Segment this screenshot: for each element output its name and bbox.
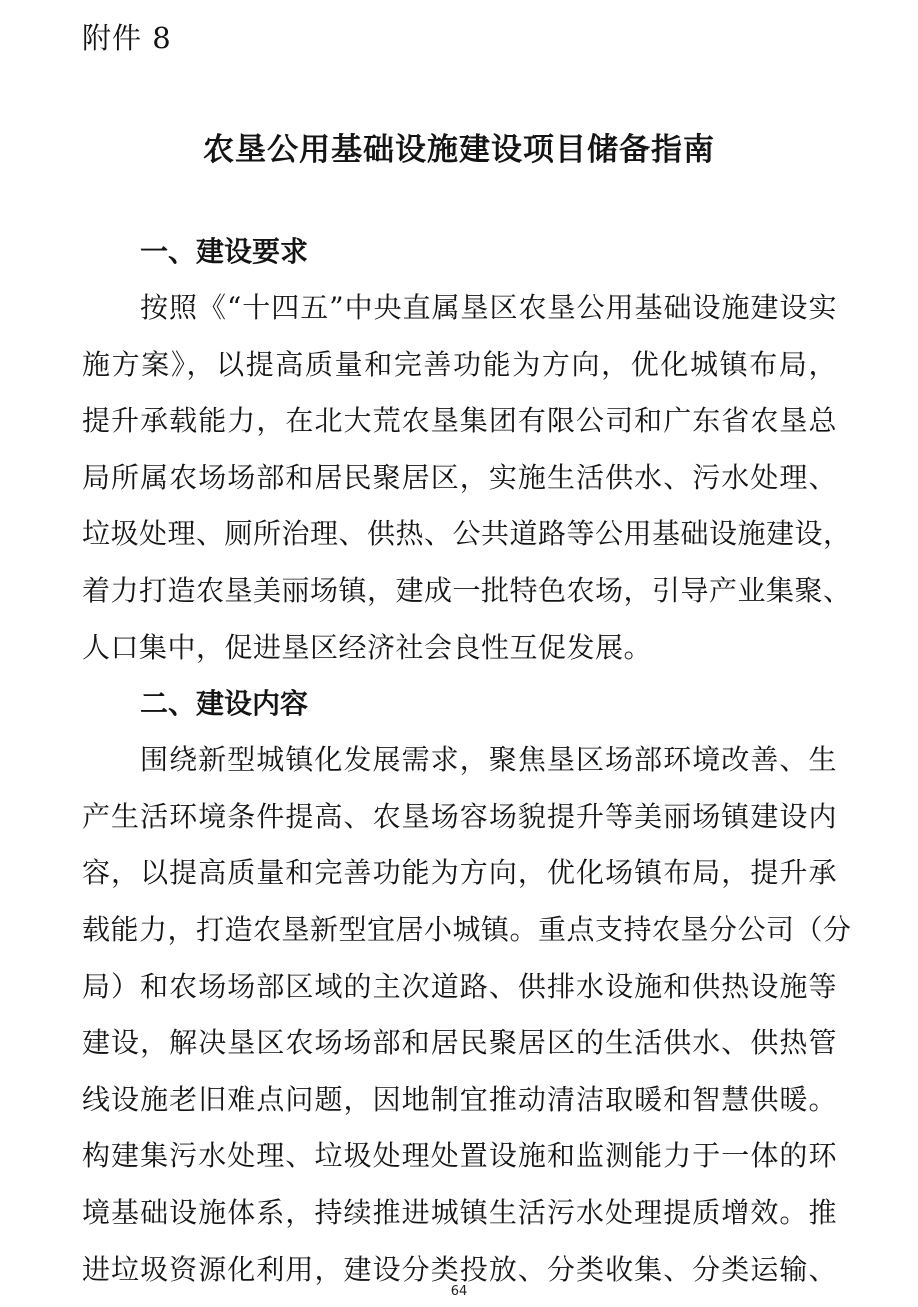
attachment-label: 附件 8 xyxy=(82,21,172,55)
paragraph-line: 提升承载能力，在北大荒农垦集团有限公司和广东省农垦总 xyxy=(82,404,837,438)
paragraph-line: 建设，解决垦区农场场部和居民聚居区的生活供水、供热管 xyxy=(82,1026,837,1060)
paragraph-line: 围绕新型城镇化发展需求，聚焦垦区场部环境改善、生 xyxy=(140,743,837,777)
paragraph-line: 境基础设施体系，持续推进城镇生活污水处理提质增效。推 xyxy=(82,1195,837,1229)
section-heading-requirements: 一、建设要求 xyxy=(140,235,309,268)
paragraph-line: 施方案》，以提高质量和完善功能为方向，优化城镇布局， xyxy=(82,347,837,381)
paragraph-line: 载能力，打造农垦新型宜居小城镇。重点支持农垦分公司（分 xyxy=(82,912,852,946)
paragraph-line: 着力打造农垦美丽场镇，建成一批特色农场，引导产业集聚、 xyxy=(82,573,852,607)
document-body xyxy=(82,224,852,1298)
paragraph-line: 人口集中，促进垦区经济社会良性互促发展。 xyxy=(82,630,653,664)
paragraph-line: 局所属农场场部和居民聚居区，实施生活供水、污水处理、 xyxy=(82,460,837,494)
paragraph-line: 构建集污水处理、垃圾处理处置设施和监测能力于一体的环 xyxy=(82,1139,837,1173)
section-heading-content: 二、建设内容 xyxy=(140,687,309,721)
paragraph-line: 线设施老旧难点问题，因地制宜推动清洁取暖和智慧供暖。 xyxy=(82,1082,837,1116)
document-title: 农垦公用基础设施建设项目储备指南 xyxy=(203,132,715,168)
paragraph-line: 容，以提高质量和完善功能为方向，优化场镇布局，提升承 xyxy=(82,856,837,890)
paragraph-line: 产生活环境条件提高、农垦场容场貌提升等美丽场镇建设内 xyxy=(82,799,837,833)
paragraph-line: 局）和农场场部区域的主次道路、供排水设施和供热设施等 xyxy=(82,969,837,1003)
paragraph-line: 进垃圾资源化利用，建设分类投放、分类收集、分类运输、 xyxy=(82,1252,837,1286)
paragraph-line: 垃圾处理、厕所治理、供热、公共道路等公用基础设施建设， xyxy=(82,517,852,551)
page-number: 64 xyxy=(450,1284,468,1299)
paragraph-line: 按照《“十四五”中央直属垦区农垦公用基础设施建设实 xyxy=(140,291,837,324)
